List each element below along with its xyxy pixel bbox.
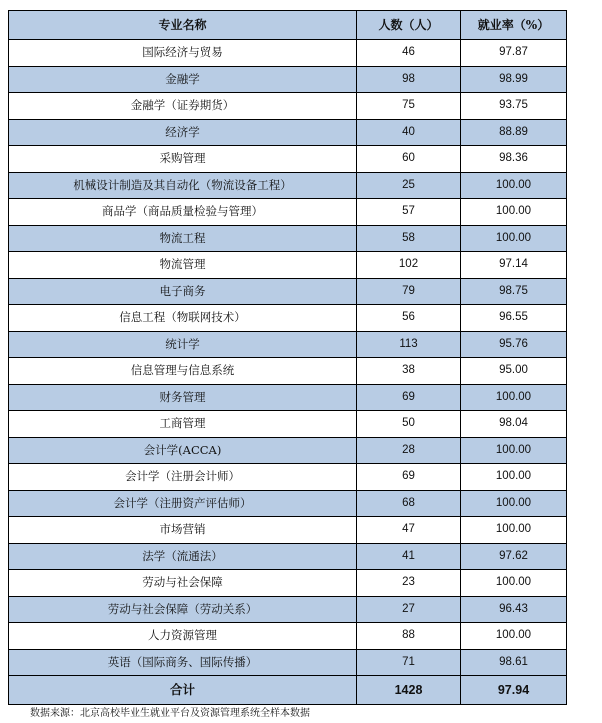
- cell-major: 物流工程: [9, 225, 357, 252]
- cell-count: 56: [357, 305, 461, 332]
- cell-major: 商品学（商品质量检验与管理）: [9, 199, 357, 226]
- table-row: [9, 437, 567, 464]
- cell-count: 25: [357, 172, 461, 199]
- cell-major: 劳动与社会保障: [9, 570, 357, 597]
- cell-rate: 100.00: [461, 225, 567, 252]
- employment-rate-table: [8, 10, 567, 705]
- cell-rate: 93.75: [461, 93, 567, 120]
- cell-rate: 97.14: [461, 252, 567, 279]
- table-row: [9, 146, 567, 173]
- cell-major: 人力资源管理: [9, 623, 357, 650]
- cell-count: 102: [357, 252, 461, 279]
- table-row: [9, 570, 567, 597]
- cell-count: 40: [357, 119, 461, 146]
- cell-count: 88: [357, 623, 461, 650]
- cell-count: 50: [357, 411, 461, 438]
- cell-major: 英语（国际商务、国际传播）: [9, 649, 357, 676]
- cell-count: 69: [357, 384, 461, 411]
- cell-major: 劳动与社会保障（劳动关系）: [9, 596, 357, 623]
- cell-count: 71: [357, 649, 461, 676]
- table-row: [9, 543, 567, 570]
- cell-rate: 100.00: [461, 199, 567, 226]
- total-count: 1428: [357, 676, 461, 705]
- cell-major: 工商管理: [9, 411, 357, 438]
- cell-rate: 100.00: [461, 384, 567, 411]
- cell-major: 机械设计制造及其自动化（物流设备工程）: [9, 172, 357, 199]
- cell-major: 金融学（证券期货）: [9, 93, 357, 120]
- cell-count: 28: [357, 437, 461, 464]
- cell-count: 75: [357, 93, 461, 120]
- cell-rate: 100.00: [461, 437, 567, 464]
- cell-major: 财务管理: [9, 384, 357, 411]
- cell-major: 经济学: [9, 119, 357, 146]
- cell-major: 会计学(ACCA): [9, 437, 357, 464]
- table-body: [9, 40, 567, 676]
- data-source-note: 数据来源：北京高校毕业生就业平台及资源管理系统全样本数据: [30, 708, 310, 719]
- cell-count: 60: [357, 146, 461, 173]
- cell-count: 57: [357, 199, 461, 226]
- cell-major: 电子商务: [9, 278, 357, 305]
- cell-major: 信息工程（物联网技术）: [9, 305, 357, 332]
- table-row: [9, 40, 567, 67]
- cell-rate: 98.61: [461, 649, 567, 676]
- cell-count: 58: [357, 225, 461, 252]
- table-row: [9, 490, 567, 517]
- total-rate: 97.94: [461, 676, 567, 705]
- cell-rate: 97.87: [461, 40, 567, 67]
- table-row: [9, 464, 567, 491]
- table-row: [9, 358, 567, 385]
- cell-count: 68: [357, 490, 461, 517]
- header-rate: 就业率（%）: [461, 11, 567, 40]
- employment-table-container: [8, 10, 566, 705]
- cell-rate: 100.00: [461, 490, 567, 517]
- total-row: [9, 676, 567, 705]
- cell-count: 23: [357, 570, 461, 597]
- cell-count: 98: [357, 66, 461, 93]
- cell-rate: 95.76: [461, 331, 567, 358]
- cell-major: 法学（流通法）: [9, 543, 357, 570]
- table-row: [9, 596, 567, 623]
- header-major: 专业名称: [9, 11, 357, 40]
- cell-rate: 100.00: [461, 517, 567, 544]
- cell-count: 41: [357, 543, 461, 570]
- table-row: [9, 278, 567, 305]
- table-row: [9, 517, 567, 544]
- cell-major: 信息管理与信息系统: [9, 358, 357, 385]
- cell-count: 27: [357, 596, 461, 623]
- table-row: [9, 623, 567, 650]
- table-row: [9, 252, 567, 279]
- table-header-row: [9, 11, 567, 40]
- cell-major: 会计学（注册资产评估师）: [9, 490, 357, 517]
- cell-rate: 100.00: [461, 464, 567, 491]
- cell-count: 79: [357, 278, 461, 305]
- cell-count: 113: [357, 331, 461, 358]
- table-row: [9, 305, 567, 332]
- cell-major: 国际经济与贸易: [9, 40, 357, 67]
- cell-major: 金融学: [9, 66, 357, 93]
- cell-rate: 100.00: [461, 570, 567, 597]
- table-row: [9, 93, 567, 120]
- total-label: 合计: [9, 676, 357, 705]
- cell-rate: 98.04: [461, 411, 567, 438]
- table-row: [9, 66, 567, 93]
- cell-count: 47: [357, 517, 461, 544]
- cell-count: 38: [357, 358, 461, 385]
- cell-major: 市场营销: [9, 517, 357, 544]
- cell-rate: 97.62: [461, 543, 567, 570]
- table-row: [9, 384, 567, 411]
- cell-major: 会计学（注册会计师）: [9, 464, 357, 491]
- cell-rate: 98.75: [461, 278, 567, 305]
- cell-major: 物流管理: [9, 252, 357, 279]
- table-row: [9, 172, 567, 199]
- cell-rate: 96.55: [461, 305, 567, 332]
- table-row: [9, 225, 567, 252]
- table-row: [9, 649, 567, 676]
- table-row: [9, 119, 567, 146]
- cell-rate: 100.00: [461, 172, 567, 199]
- cell-major: 采购管理: [9, 146, 357, 173]
- cell-rate: 100.00: [461, 623, 567, 650]
- cell-count: 46: [357, 40, 461, 67]
- header-count: 人数（人）: [357, 11, 461, 40]
- cell-rate: 88.89: [461, 119, 567, 146]
- table-row: [9, 411, 567, 438]
- cell-rate: 98.99: [461, 66, 567, 93]
- cell-rate: 96.43: [461, 596, 567, 623]
- table-row: [9, 331, 567, 358]
- table-row: [9, 199, 567, 226]
- cell-count: 69: [357, 464, 461, 491]
- cell-major: 统计学: [9, 331, 357, 358]
- cell-rate: 98.36: [461, 146, 567, 173]
- cell-rate: 95.00: [461, 358, 567, 385]
